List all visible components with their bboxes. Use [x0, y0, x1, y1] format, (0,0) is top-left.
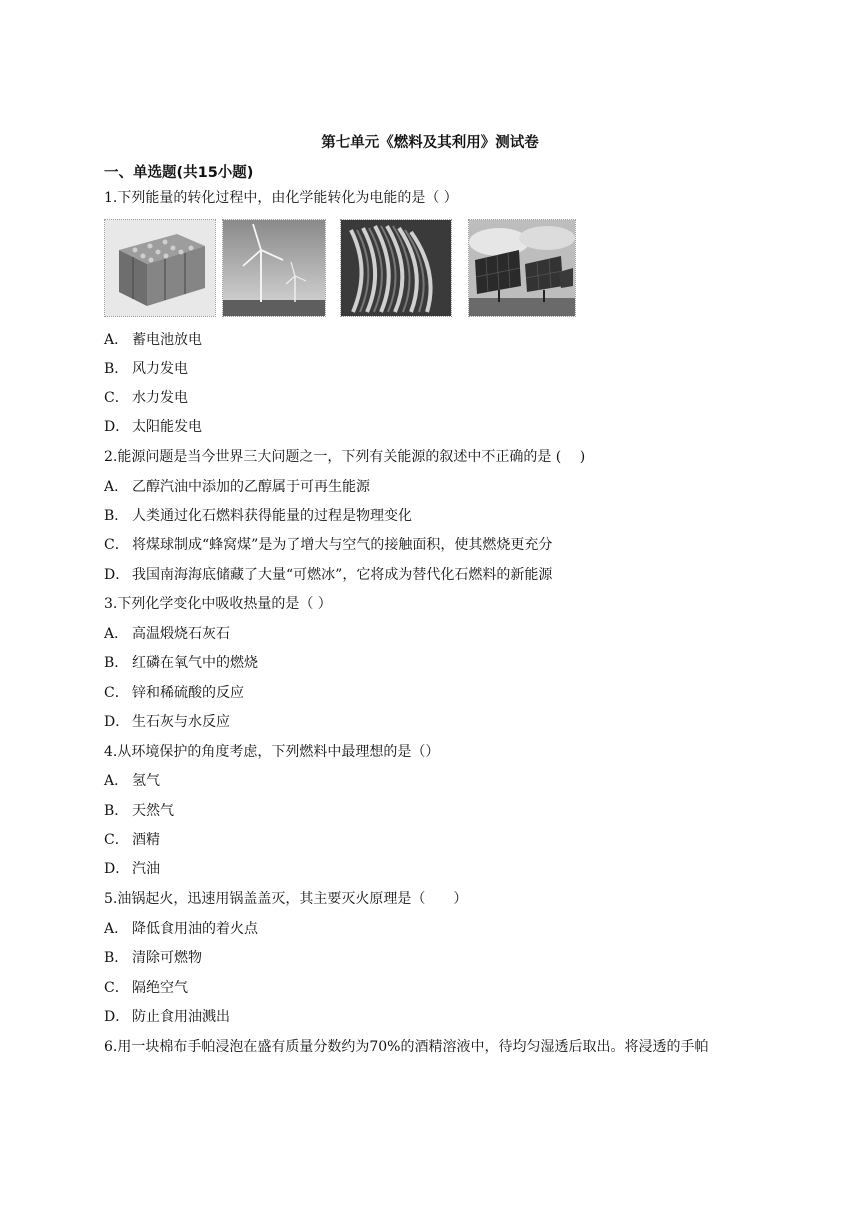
question-4-option-b[interactable]: [104, 802, 174, 820]
option-text: 生石灰与水反应: [132, 714, 230, 730]
question-4-option-d[interactable]: [104, 860, 160, 878]
question-4-option-a[interactable]: [104, 772, 160, 790]
option-text: 汽油: [132, 861, 160, 877]
question-3-stem: 3.下列化学变化中吸收热量的是（ ）: [104, 596, 332, 612]
question-3-option-c[interactable]: [104, 684, 244, 702]
option-text: 乙醇汽油中添加的乙醇属于可再生能源: [132, 479, 370, 495]
option-letter: A．: [104, 626, 129, 642]
question-3-option-b[interactable]: [104, 654, 258, 672]
question-2-option-d[interactable]: [104, 566, 552, 584]
option-letter: A．: [104, 773, 129, 789]
option-letter: D．: [104, 419, 130, 435]
option-text: 清除可燃物: [132, 950, 202, 966]
question-5-option-c[interactable]: [104, 979, 188, 997]
option-text: 蓄电池放电: [132, 332, 202, 348]
option-text: 锌和稀硫酸的反应: [132, 685, 244, 701]
option-text: 我国南海海底储藏了大量“可燃冰”，它将成为替代化石燃料的新能源: [132, 567, 553, 583]
option-letter: D．: [104, 714, 130, 730]
question-5-option-a[interactable]: [104, 920, 258, 938]
option-text: 天然气: [132, 803, 174, 819]
option-letter: B．: [104, 655, 129, 671]
question-2-option-a[interactable]: [104, 478, 370, 496]
question-5-stem: 5.油锅起火，迅速用锅盖盖灭，其主要灭火原理是（ ）: [104, 891, 468, 907]
question-6-stem: 6.用一块棉布手帕浸泡在盛有质量分数约为70%的酒精溶液中，待均匀湿透后取出。将浸透的手帕: [104, 1039, 709, 1055]
option-letter: D．: [104, 861, 130, 877]
question-1-option-a[interactable]: [104, 331, 202, 349]
option-letter: B．: [104, 950, 129, 966]
option-text: 风力发电: [132, 361, 188, 377]
question-1-option-c[interactable]: [104, 389, 188, 407]
question-1-images: [104, 219, 584, 319]
question-1-option-d[interactable]: [104, 418, 202, 436]
battery-pack-photo-icon: [104, 219, 216, 317]
option-text: 红磷在氧气中的燃烧: [132, 655, 258, 671]
option-text: 将煤球制成“蜂窝煤”是为了增大与空气的接触面积，使其燃烧更充分: [132, 537, 553, 553]
question-1-option-b[interactable]: [104, 360, 188, 378]
wind-turbine-photo-icon: [222, 219, 326, 317]
option-letter: C．: [104, 980, 129, 996]
option-letter: A．: [104, 479, 129, 495]
question-3-option-d[interactable]: [104, 713, 230, 731]
option-letter: C．: [104, 832, 129, 848]
option-text: 氢气: [132, 773, 160, 789]
option-text: 太阳能发电: [132, 419, 202, 435]
option-text: 人类通过化石燃料获得能量的过程是物理变化: [132, 508, 412, 524]
option-letter: B．: [104, 803, 129, 819]
question-5-option-b[interactable]: [104, 949, 202, 967]
option-letter: B．: [104, 361, 129, 377]
option-text: 高温煅烧石灰石: [132, 626, 230, 642]
question-4-option-c[interactable]: [104, 831, 160, 849]
option-text: 酒精: [132, 832, 160, 848]
question-4-stem: 4.从环境保护的角度考虑，下列燃料中最理想的是（）: [104, 744, 440, 760]
option-text: 降低食用油的着火点: [132, 921, 258, 937]
option-letter: C．: [104, 390, 129, 406]
section-heading: 一、单选题(共15小题): [104, 165, 254, 181]
option-letter: C．: [104, 685, 129, 701]
option-letter: B．: [104, 508, 129, 524]
question-5-option-d[interactable]: [104, 1008, 230, 1026]
question-2-option-b[interactable]: [104, 507, 412, 525]
question-3-option-a[interactable]: [104, 625, 230, 643]
option-letter: D．: [104, 567, 130, 583]
question-2-option-c[interactable]: [104, 536, 552, 554]
option-text: 隔绝空气: [132, 980, 188, 996]
option-letter: A．: [104, 921, 129, 937]
question-1-stem: 1.下列能量的转化过程中，由化学能转化为电能的是（ ）: [104, 190, 458, 206]
option-text: 防止食用油溅出: [132, 1009, 230, 1025]
option-letter: D．: [104, 1009, 130, 1025]
solar-panel-photo-icon: [468, 219, 576, 317]
question-2-stem: 2.能源问题是当今世界三大问题之一，下列有关能源的叙述中不正确的是 ( ): [104, 449, 586, 465]
hydro-turbine-photo-icon: [340, 219, 452, 317]
option-letter: A．: [104, 332, 129, 348]
option-letter: C．: [104, 537, 129, 553]
document-title: 第七单元《燃料及其利用》测试卷: [321, 135, 539, 151]
option-text: 水力发电: [132, 390, 188, 406]
